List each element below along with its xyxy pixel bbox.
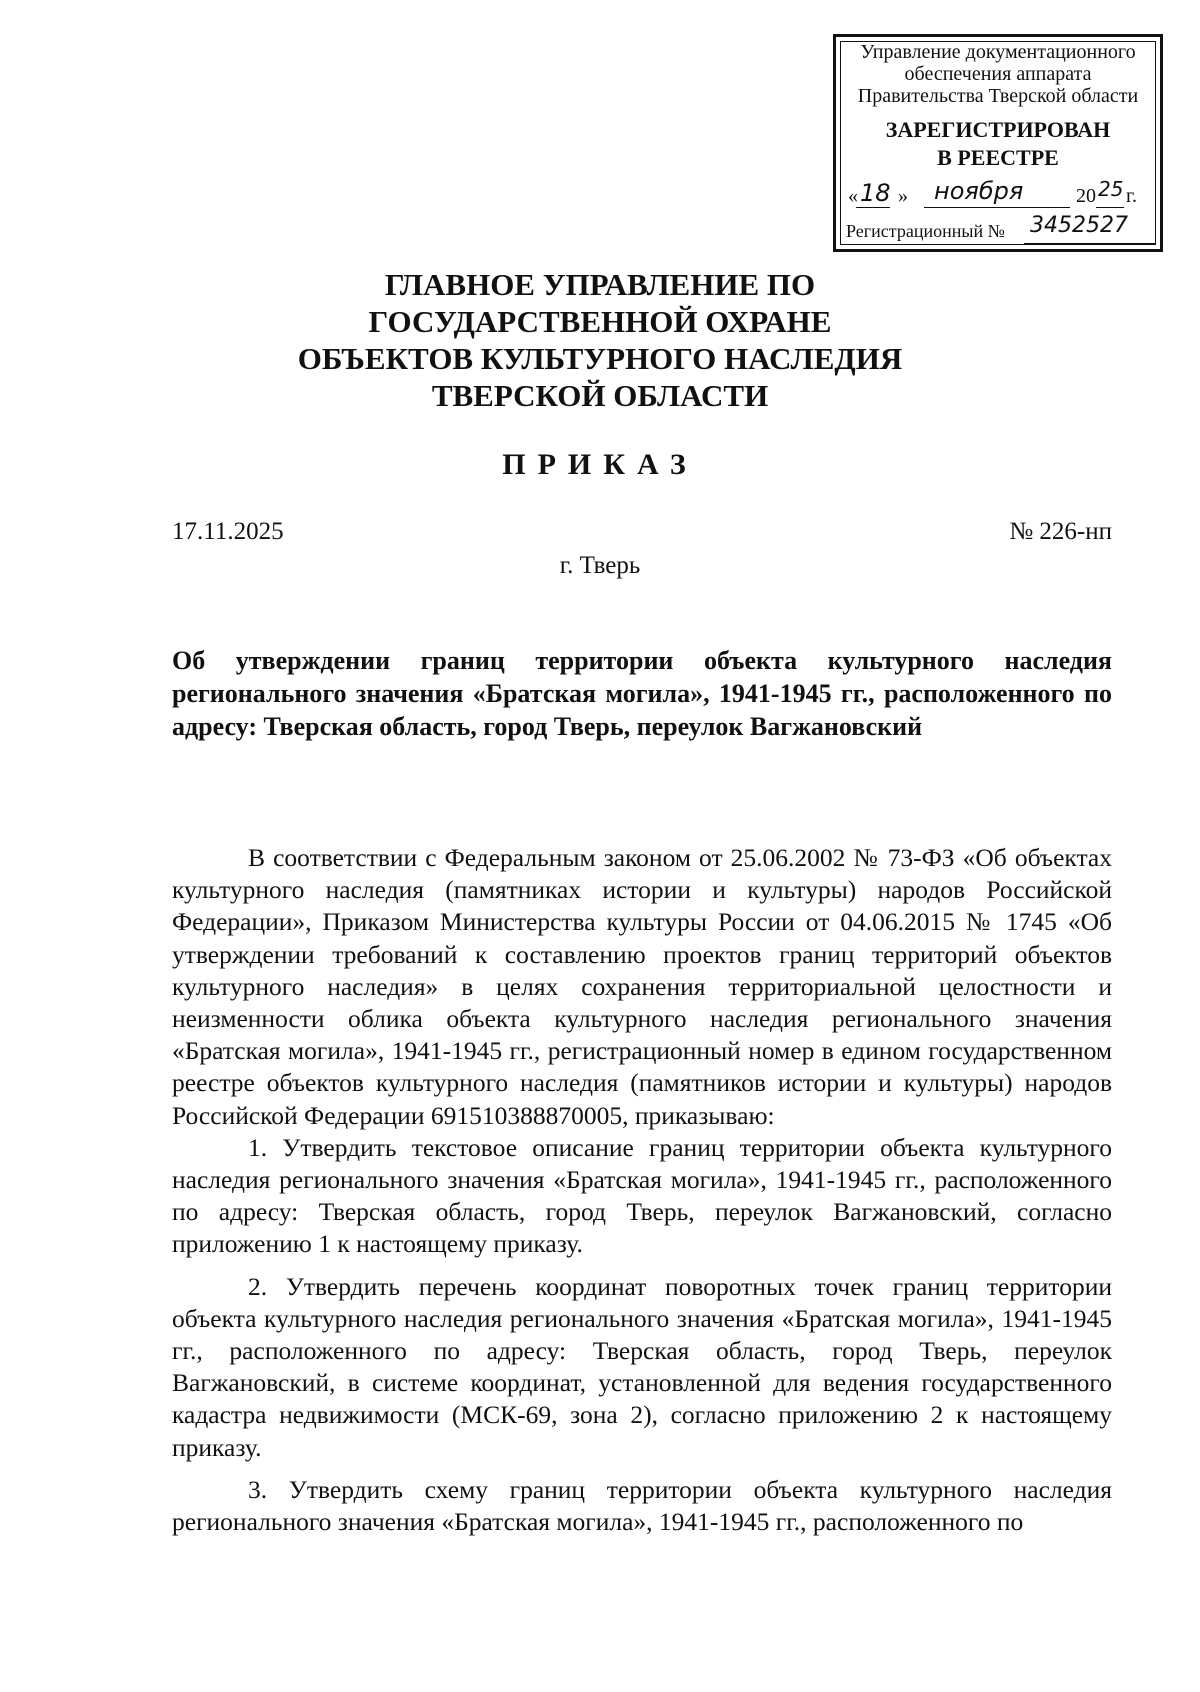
registration-stamp — [833, 34, 1163, 252]
stamp-registered-line1: ЗАРЕГИСТРИРОВАН — [885, 117, 1111, 142]
order-subject: Об утверждении границ территории объекта культурного наследия регионального значения «Братская могила», 1941-1945 гг., расположенного по адресу: Тверская область, город Тверь, переулок Вагжановский — [172, 646, 1112, 741]
stamp-date-day: 18 — [860, 179, 891, 207]
organization-title — [150, 266, 1050, 414]
stamp-date-year-unit: г. — [1126, 185, 1137, 207]
stamp-office-line1: Управление документационного — [860, 41, 1136, 63]
document-type-title: ПРИКАЗ — [502, 448, 698, 481]
organization-title-line3: ОБЪЕКТОВ КУЛЬТУРНОГО НАСЛЕДИЯ — [297, 341, 903, 376]
stamp-registration-number — [846, 213, 1158, 249]
stamp-date — [848, 177, 1158, 213]
stamp-date-open-quote: « — [848, 185, 858, 207]
body-item-3: 3. Утвердить схему границ территории объекта культурного наследия регионального значения «Братская могила», 1941-1945 гг., расположенного по — [172, 1474, 1112, 1537]
organization-title-line2: ГОСУДАРСТВЕННОЙ ОХРАНЕ — [368, 304, 832, 339]
organization-title-line4: ТВЕРСКОЙ ОБЛАСТИ — [431, 378, 769, 413]
order-body — [172, 842, 1112, 1538]
stamp-reg-label: Регистрационный № — [846, 221, 1005, 241]
order-city: г. Тверь — [559, 552, 641, 579]
stamp-reg-underline — [1024, 243, 1156, 244]
stamp-office-line2: обеспечения аппарата — [904, 63, 1092, 85]
organization-title-line1: ГЛАВНОЕ УПРАВЛЕНИЕ ПО — [384, 267, 816, 302]
stamp-date-year-suffix: 25 — [1098, 177, 1124, 201]
stamp-month-underline — [924, 207, 1070, 208]
body-preamble: В соответствии с Федеральным законом от 25.06.2002 № 73-ФЗ «Об объектах культурного наследия (памятниках истории и культуры) народов Российской Федерации», Приказом Министерства культуры России от 04.06.2015 № 1745 «Об утверждении требований к составлению проектов границ территорий объектов культурного наследия» в целях сохранения территориальной целостности и неизменности облика объекта культурного наследия регионального значения «Братская могила», 1941-1945 гг., регистрационный номер в едином государственном реестре объектов культурного наследия (памятников истории и культуры) народов Российской Федерации 691510388870005, приказываю: — [172, 843, 1112, 1130]
order-number: № 226-нп — [1009, 518, 1112, 545]
stamp-date-close-quote: » — [898, 185, 908, 207]
stamp-date-month: ноября — [934, 177, 1024, 205]
order-date: 17.11.2025 — [172, 518, 284, 545]
stamp-date-year-prefix: 20 — [1076, 185, 1096, 207]
stamp-registered-line2: В РЕЕСТРЕ — [937, 145, 1059, 170]
stamp-year-underline — [1096, 207, 1124, 208]
body-item-2: 2. Утвердить перечень координат поворотных точек границ территории объекта культурного наследия регионального значения «Братская могила», 1941-1945 гг., расположенного по адресу: Тверская область, город Тверь, переулок Вагжановский, в системе координат, установленной для ведения государственного кадастра недвижимости (МСК-69, зона 2), согласно приложению 2 к настоящему приказу. — [172, 1271, 1112, 1462]
stamp-office-line3: Правительства Тверской области — [857, 85, 1139, 107]
body-item-1: 1. Утвердить текстовое описание границ территории объекта культурного наследия регионального значения «Братская могила», 1941-1945 гг., расположенного по адресу: Тверская область, город Тверь, переулок Вагжановский, согласно приложению 1 к настоящему приказу. — [172, 1132, 1112, 1259]
stamp-day-underline — [856, 207, 890, 208]
stamp-reg-number: 3452527 — [1030, 213, 1128, 238]
